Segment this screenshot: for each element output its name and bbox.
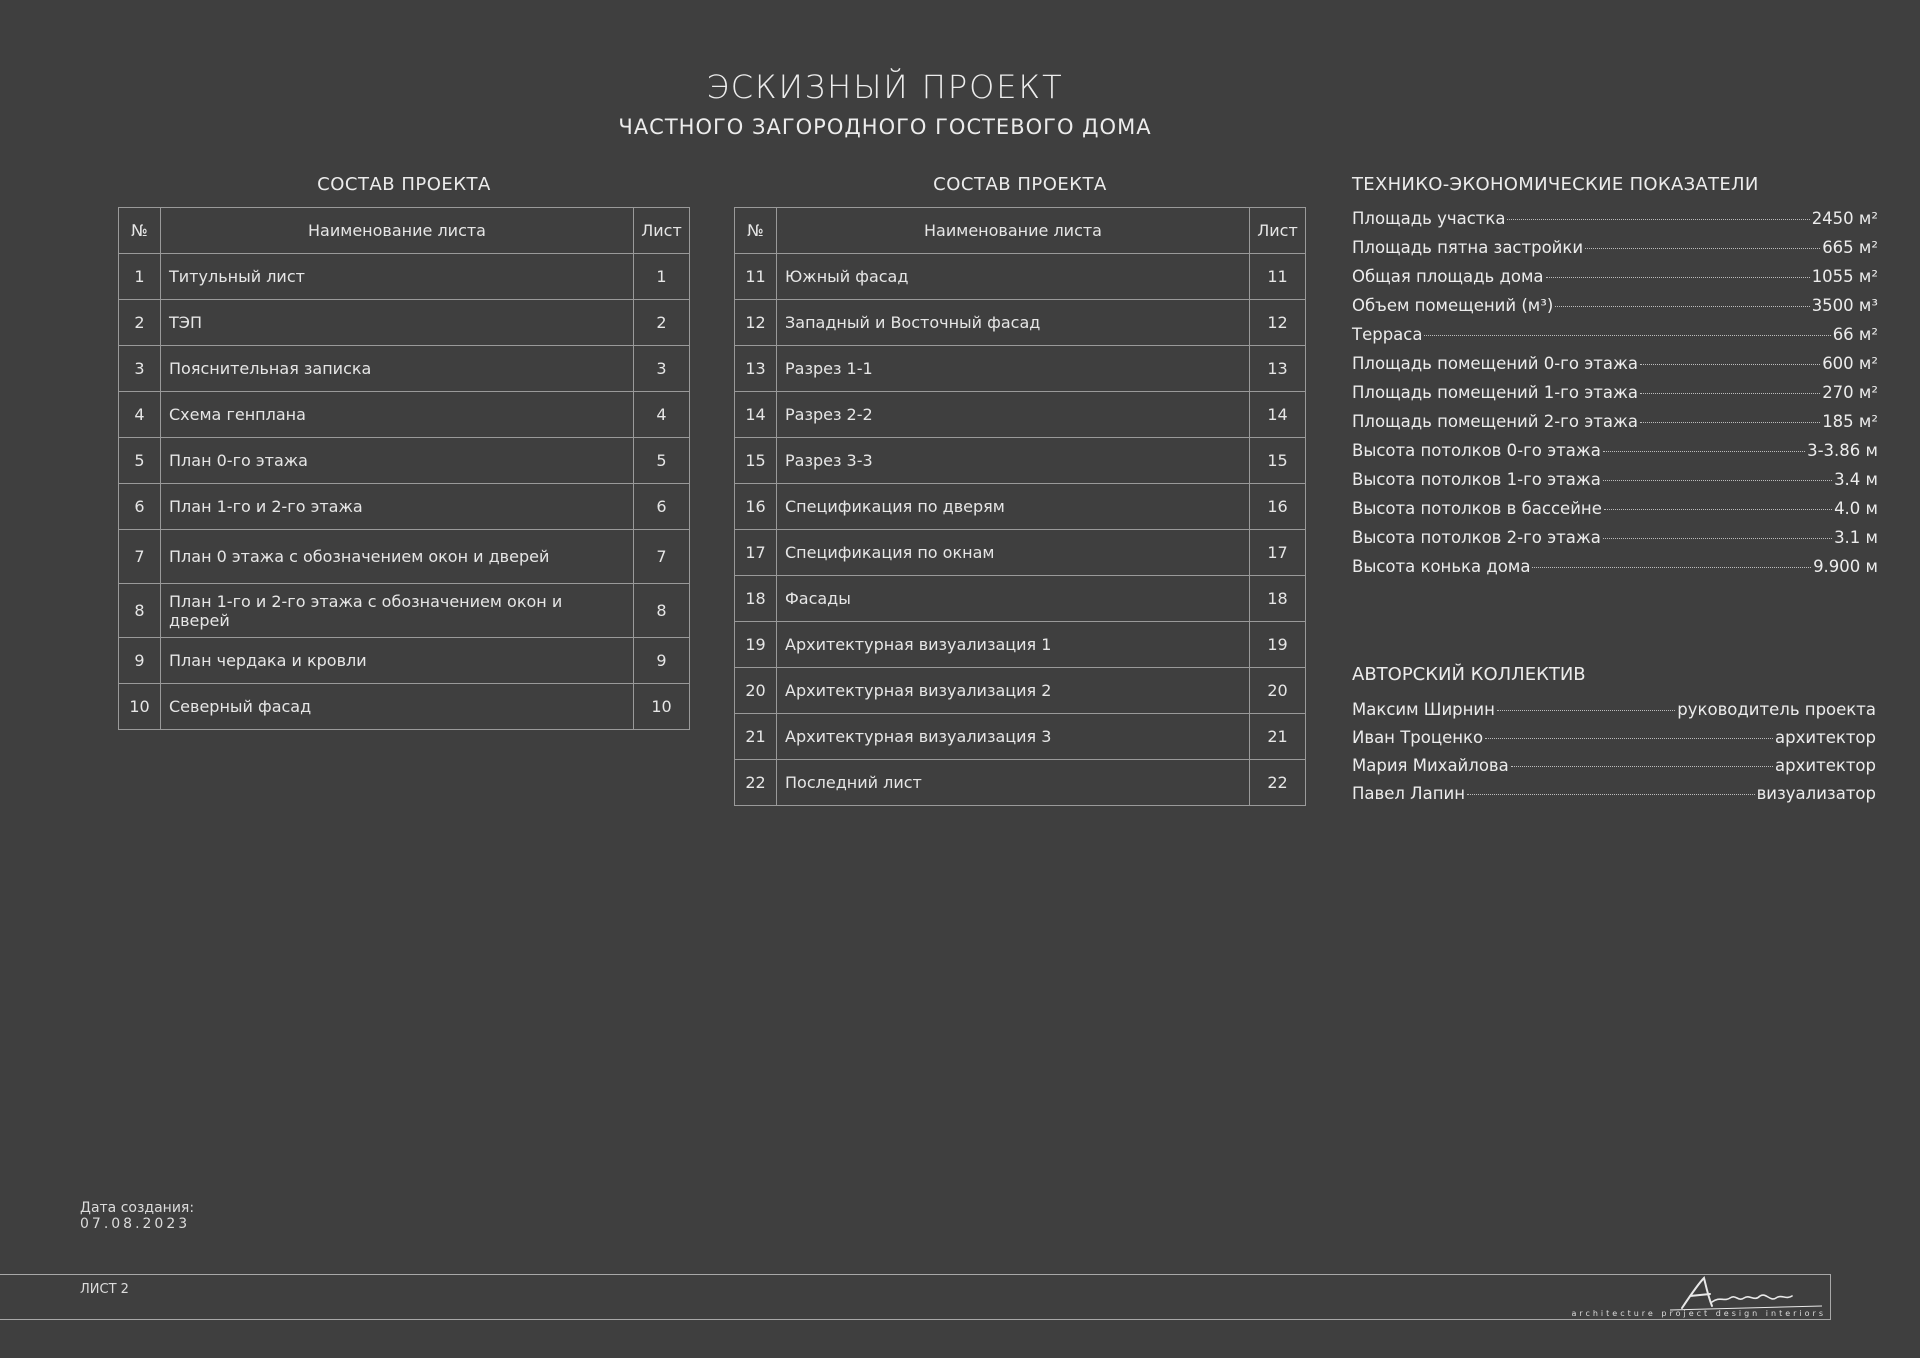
table-row [119,684,690,730]
row-num: 2 [119,300,161,346]
dot-leader [1640,393,1820,394]
row-num: 22 [735,760,777,806]
row-num: 10 [119,684,161,730]
row-num: 21 [735,714,777,760]
col-header-name: Наименование листа [161,208,634,254]
tep-item [1352,441,1878,470]
page-subtitle: ЧАСТНОГО ЗАГОРОДНОГО ГОСТЕВОГО ДОМА [618,115,1152,139]
tep-list [1352,209,1878,586]
author-item-value: руководитель проекта [1677,700,1876,719]
author-item [1352,700,1876,728]
table-row [735,668,1306,714]
row-sheet: 10 [634,684,690,730]
table-row [735,530,1306,576]
row-num: 17 [735,530,777,576]
tep-item-label: Площадь участка [1352,209,1506,228]
tep-title: ТЕХНИКО-ЭКОНОМИЧЕСКИЕ ПОКАЗАТЕЛИ [1352,174,1759,195]
tep-item-label: Площадь пятна застройки [1352,238,1584,257]
tep-item-label: Высота потолков в бассейне [1352,499,1602,518]
col-header-sheet: Лист [634,208,690,254]
tep-item [1352,354,1878,383]
dot-leader [1497,710,1675,711]
dot-leader [1467,794,1755,795]
row-sheet: 7 [634,530,690,584]
tep-item-label: Высота потолков 0-го этажа [1352,441,1601,460]
row-name: Последний лист [777,760,1250,806]
dot-leader [1532,567,1811,568]
authors-title: АВТОРСКИЙ КОЛЛЕКТИВ [1352,664,1586,685]
author-item [1352,784,1876,812]
tep-item-value: 665 м² [1822,238,1878,257]
row-sheet: 4 [634,392,690,438]
tep-item-label: Терраса [1352,325,1423,344]
col-header-num: № [119,208,161,254]
table-row [735,760,1306,806]
table-row [735,714,1306,760]
table-row [119,254,690,300]
table-row [735,438,1306,484]
row-num: 8 [119,584,161,638]
author-item-label: Мария Михайлова [1352,756,1509,775]
tep-item-label: Площадь помещений 0-го этажа [1352,354,1638,373]
tep-item [1352,238,1878,267]
row-name: Пояснительная записка [161,346,634,392]
row-sheet: 5 [634,438,690,484]
dot-leader [1555,306,1809,307]
table-row [735,254,1306,300]
row-name: Северный фасад [161,684,634,730]
row-num: 13 [735,346,777,392]
row-name: Архитектурная визуализация 1 [777,622,1250,668]
date-block [80,1200,194,1232]
tep-item-value: 4.0 м [1834,499,1878,518]
tep-item-value: 2450 м² [1811,209,1878,228]
row-sheet: 12 [1250,300,1306,346]
table-header-row [119,208,690,254]
col-header-num: № [735,208,777,254]
dot-leader [1507,219,1809,220]
table-row [119,392,690,438]
author-item-value: архитектор [1775,756,1876,775]
tep-item-value: 9.900 м [1813,557,1878,576]
row-sheet: 15 [1250,438,1306,484]
row-sheet: 13 [1250,346,1306,392]
dot-leader [1546,277,1810,278]
dot-leader [1603,451,1805,452]
row-name: ТЭП [161,300,634,346]
table-row [735,392,1306,438]
row-sheet: 14 [1250,392,1306,438]
tep-item-value: 600 м² [1822,354,1878,373]
tep-item-value: 3.1 м [1834,528,1878,547]
row-name: Разрез 3-3 [777,438,1250,484]
row-sheet: 6 [634,484,690,530]
row-sheet: 20 [1250,668,1306,714]
row-name: Разрез 2-2 [777,392,1250,438]
table-row [735,622,1306,668]
table-row [735,576,1306,622]
tep-item-value: 3.4 м [1834,470,1878,489]
row-sheet: 19 [1250,622,1306,668]
author-item-label: Павел Лапин [1352,784,1466,803]
row-sheet: 1 [634,254,690,300]
row-name: Спецификация по дверям [777,484,1250,530]
tep-item-value: 3-3.86 м [1807,441,1878,460]
table-row [119,530,690,584]
row-sheet: 11 [1250,254,1306,300]
dot-leader [1604,509,1832,510]
table-row [119,584,690,638]
row-num: 15 [735,438,777,484]
row-num: 19 [735,622,777,668]
table-row [119,300,690,346]
author-item [1352,728,1876,756]
table-row [119,346,690,392]
tep-item [1352,383,1878,412]
row-sheet: 18 [1250,576,1306,622]
row-sheet: 17 [1250,530,1306,576]
table-row [119,638,690,684]
row-num: 5 [119,438,161,484]
dot-leader [1585,248,1820,249]
row-num: 4 [119,392,161,438]
row-name: План чердака и кровли [161,638,634,684]
row-num: 16 [735,484,777,530]
sheets-table-right [734,207,1306,806]
tep-item [1352,557,1878,586]
author-item-label: Иван Троценко [1352,728,1484,747]
sheet-number-label: ЛИСТ 2 [80,1282,129,1297]
row-sheet: 16 [1250,484,1306,530]
row-num: 7 [119,530,161,584]
table-row [735,484,1306,530]
tep-item [1352,296,1878,325]
tep-item-value: 3500 м³ [1811,296,1878,315]
row-name: План 0-го этажа [161,438,634,484]
tep-item [1352,499,1878,528]
tep-item-label: Площадь помещений 1-го этажа [1352,383,1638,402]
col-header-sheet: Лист [1250,208,1306,254]
tep-item-value: 66 м² [1832,325,1878,344]
creation-date: 07.08.2023 [80,1216,191,1232]
row-name: Разрез 1-1 [777,346,1250,392]
dot-leader [1640,364,1820,365]
table-row [119,484,690,530]
row-sheet: 21 [1250,714,1306,760]
dot-leader [1511,766,1773,767]
row-name: План 1-го и 2-го этажа с обозначением окон и дверей [161,584,634,638]
tep-item [1352,528,1878,557]
row-name: Архитектурная визуализация 2 [777,668,1250,714]
row-num: 18 [735,576,777,622]
date-label: Дата создания: [80,1200,195,1216]
row-sheet: 8 [634,584,690,638]
author-item [1352,756,1876,784]
row-name: Южный фасад [777,254,1250,300]
row-num: 20 [735,668,777,714]
row-name: План 0 этажа с обозначением окон и дверей [161,530,634,584]
tep-item [1352,470,1878,499]
tep-item [1352,209,1878,238]
author-item-value: визуализатор [1756,784,1876,803]
right-table-title: СОСТАВ ПРОЕКТА [933,174,1107,195]
row-sheet: 22 [1250,760,1306,806]
tep-item-value: 1055 м² [1811,267,1878,286]
table-row [735,300,1306,346]
row-name: Архитектурная визуализация 3 [777,714,1250,760]
tep-item [1352,412,1878,441]
dot-leader [1485,738,1773,739]
row-num: 12 [735,300,777,346]
dot-leader [1640,422,1820,423]
row-num: 11 [735,254,777,300]
table-header-row [735,208,1306,254]
tep-item-label: Высота потолков 1-го этажа [1352,470,1601,489]
tep-item-value: 270 м² [1822,383,1878,402]
tep-item [1352,325,1878,354]
tep-item-value: 185 м² [1822,412,1878,431]
row-name: Западный и Восточный фасад [777,300,1250,346]
col-header-name: Наименование листа [777,208,1250,254]
row-num: 1 [119,254,161,300]
author-item-value: архитектор [1775,728,1876,747]
tep-item [1352,267,1878,296]
page-title: ЭСКИЗНЫЙ ПРОЕКТ [706,68,1064,106]
row-name: Схема генплана [161,392,634,438]
tep-item-label: Объем помещений (м³) [1352,296,1554,315]
dot-leader [1424,335,1830,336]
tep-item-label: Высота конька дома [1352,557,1531,576]
tep-item-label: Общая площадь дома [1352,267,1544,286]
authors-list [1352,700,1876,812]
sheets-table-left [118,207,690,730]
row-sheet: 2 [634,300,690,346]
left-table-title: СОСТАВ ПРОЕКТА [317,174,491,195]
row-num: 3 [119,346,161,392]
row-num: 6 [119,484,161,530]
row-sheet: 3 [634,346,690,392]
row-name: Титульный лист [161,254,634,300]
row-num: 14 [735,392,777,438]
dot-leader [1603,480,1832,481]
row-num: 9 [119,638,161,684]
author-item-label: Максим Ширнин [1352,700,1495,719]
row-sheet: 9 [634,638,690,684]
dot-leader [1603,538,1832,539]
table-row [119,438,690,484]
tep-item-label: Площадь помещений 2-го этажа [1352,412,1638,431]
row-name: План 1-го и 2-го этажа [161,484,634,530]
row-name: Фасады [777,576,1250,622]
tep-item-label: Высота потолков 2-го этажа [1352,528,1601,547]
row-name: Спецификация по окнам [777,530,1250,576]
logo-tagline: architecture project design interiors [1571,1309,1826,1318]
table-row [735,346,1306,392]
